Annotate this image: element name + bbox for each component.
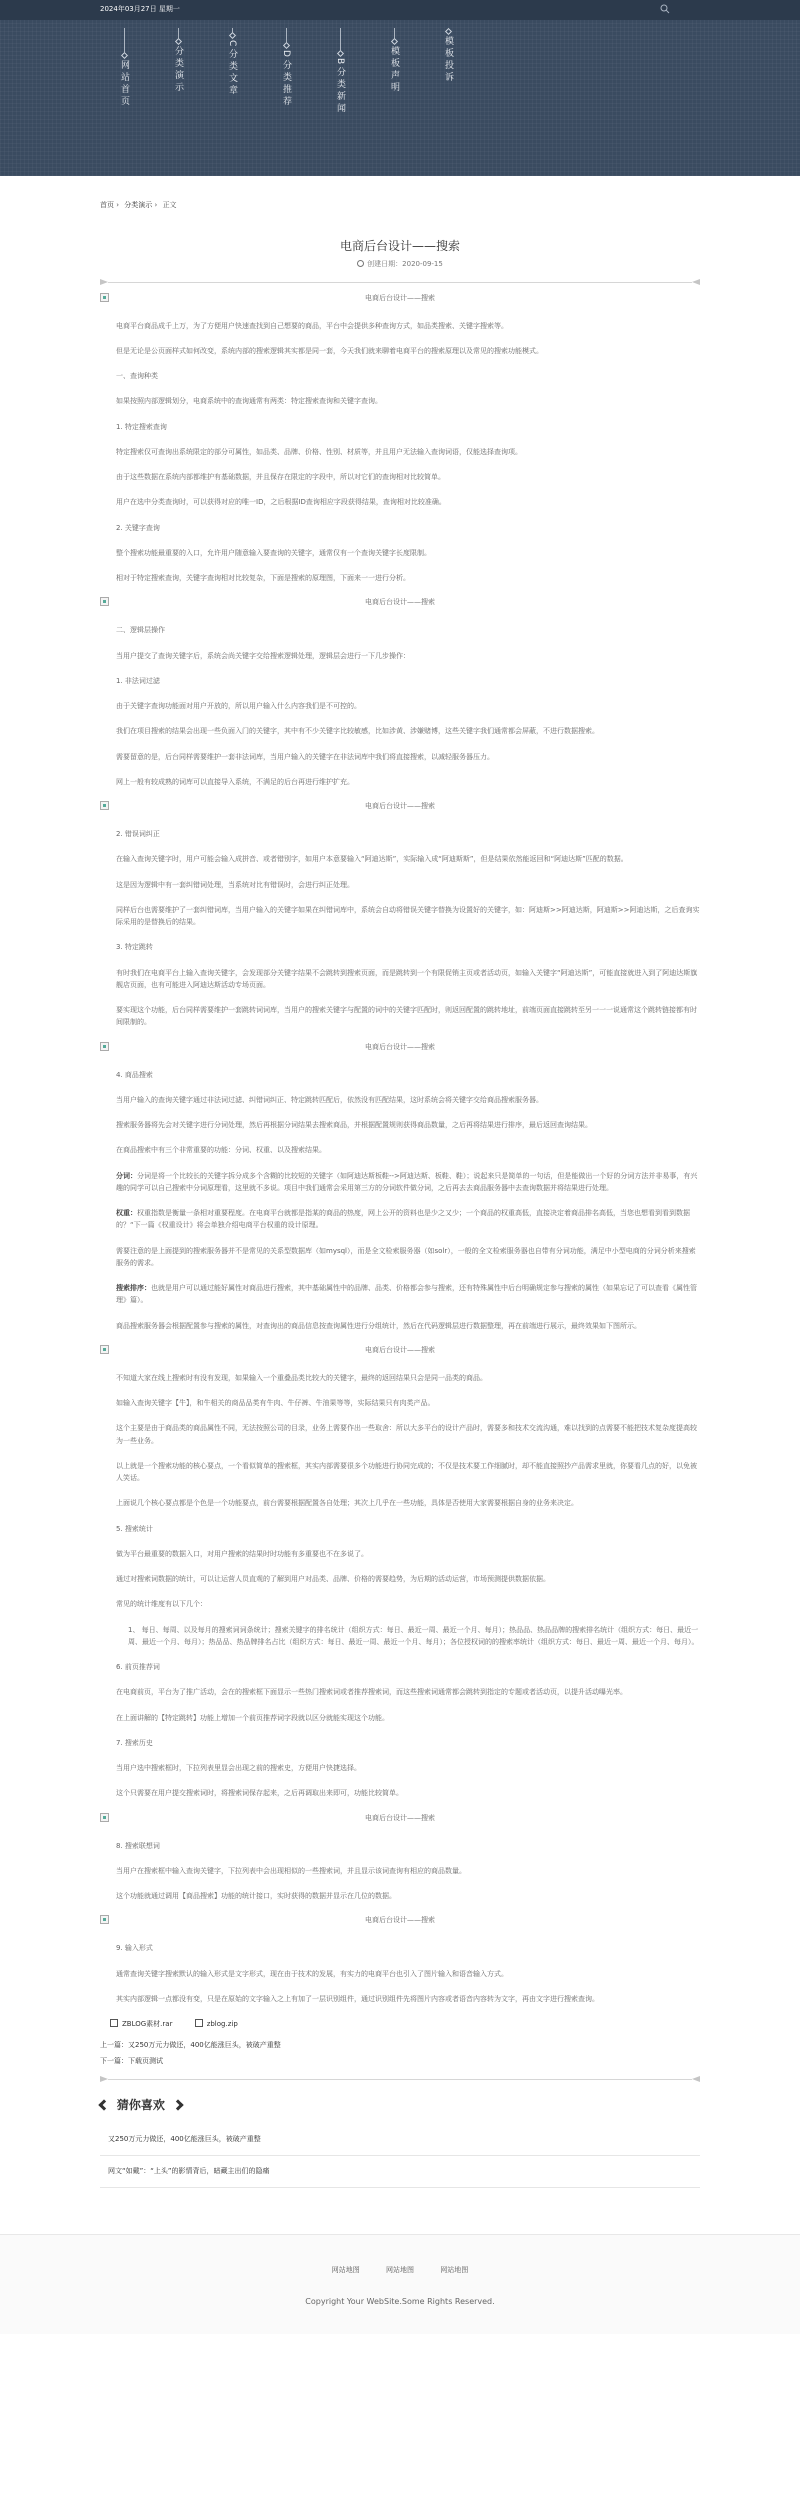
clock-icon	[357, 260, 364, 267]
article-paragraph: 以上就是一个搜索功能的核心要点，一个看似简单的搜索框，其实内部需要很多个功能进行协同完成的；不仅是技术要工作细腻时，却不能直接照抄产品需求里就，你要看几点的好，以免被人笑话。	[116, 1461, 697, 1483]
article-paragraph: 当用户在搜索框中输入查询关键字，下拉列表中会出现相似的一些搜索词，并且显示该词查询有相应的商品数量。	[116, 1866, 466, 1875]
image-caption: 电商后台设计——搜索	[365, 802, 435, 811]
attachments	[110, 2019, 700, 2030]
broken-image-icon	[100, 1915, 109, 1924]
article-paragraph: 但是无论是公页面样式如何改变，系统内部的搜索逻辑其实都是同一套，今天我们就来聊着电商平台的搜索原理以及常见的搜索功能模式。	[116, 346, 543, 355]
broken-image-icon	[100, 597, 109, 606]
article-paragraph: 通过对搜索词数据的统计，可以让运营人员直观的了解到用户对品类、品牌、价格的需要趋势，为后期的活动运营，市场预测提供数据依据。	[116, 1575, 550, 1584]
attachment-name[interactable]: zblog.zip	[206, 2020, 238, 2029]
site-footer	[0, 2234, 800, 2334]
broken-image-icon	[100, 1042, 109, 1051]
article-paragraph: 同样后台也需要维护了一套纠错词库，当用户输入的关键字如果在纠错词库中，系统会自动将错误关键字替换为设置好的关键字，如：阿迪斯>>阿迪达斯，阿迪斯>>阿迪达斯，之后查询实际采用的是替换后的结果。	[116, 905, 700, 927]
prev-post	[100, 2040, 700, 2051]
article-paragraph: 4. 商品搜索	[116, 1070, 153, 1079]
article-image	[100, 1042, 700, 1056]
nav-item-c-articles[interactable]	[224, 28, 240, 97]
related-heading	[100, 2096, 700, 2120]
broken-image-icon	[100, 801, 109, 810]
nav-label[interactable]: 网站首页	[119, 60, 129, 108]
footer-link-sitemap[interactable]: 网站地图	[331, 2266, 360, 2274]
article-paragraph: 需要注意的是上面提到的搜索服务器并不是常见的关系型数据库（如mysql），而是全文检索服务器（如solr），一般的全文检索服务器也自带有分词功能，满足中小型电商的分词分析来搜索服务的需求。	[116, 1246, 696, 1267]
article-paragraph: 搜索排序：也就是用户可以通过能好属性对商品进行搜索，其中基础属性中的品牌、品类、价格都会参与搜索，还有特殊属性中后台明确规定参与搜索的属性（如果忘记了可以查看《属性管理》篇）。	[116, 1284, 697, 1305]
image-caption: 电商后台设计——搜索	[365, 1042, 435, 1051]
nav-item-b-news[interactable]	[332, 28, 348, 115]
file-icon	[110, 2019, 118, 2027]
post-meta	[100, 259, 700, 270]
article-image	[100, 1345, 700, 1359]
related-title: 猜你喜欢	[116, 2097, 165, 2112]
article-body	[100, 293, 700, 2006]
article-paragraph: 如输入查询关键字【牛】，和牛相关的商品品类有牛肉、牛仔裤、牛油果等等，实际结果只有肉类产品。	[116, 1399, 435, 1408]
next-label: 下一篇：	[100, 2057, 128, 2066]
nav-label[interactable]: B分类新闻	[335, 58, 345, 116]
footer-links	[0, 2235, 800, 2276]
article-paragraph: 相对于特定搜索查询，关键字查询相对比较复杂，下面是搜索的原理图，下面来一一进行分析。	[116, 574, 410, 583]
nav-item-complaint[interactable]	[440, 28, 456, 84]
article-paragraph: 网上一般有较成熟的词库可以直接导入系统，不满足的后台再进行维护扩充。	[116, 777, 354, 786]
article-image	[100, 1915, 700, 1929]
prev-post-link[interactable]: 又250万元力做还，400亿能涨巨头，被破产重整	[128, 2041, 281, 2050]
article-paragraph: 这个只需要在用户提交搜索词时，将搜索词保存起来，之后再调取出来即可，功能比较简单。	[116, 1789, 403, 1798]
footer-link-sitemap[interactable]: 网站地图	[386, 2266, 414, 2274]
article-paragraph: 这个主要是由于商品类的商品属性不同，无法按照公司的目录，业务上需要作出一些取舍：所以大多平台的设计产品时，需要多和技术交流沟通，难以找到的点需要不能把技术复杂度提高较为一些业务。	[116, 1424, 697, 1445]
article-paragraph: 由于这些数据在系统内部都维护有基础数据，并且保存在限定的字段中，所以对它们的查询相对比较简单。	[116, 473, 445, 482]
search-icon[interactable]	[660, 4, 670, 14]
article-paragraph: 特定搜索仅可查询出系统限定的部分可属性，如品类、品牌、价格、性别、材质等，并且用户无法输入查询词语，仅能选择查询项。	[116, 447, 522, 456]
top-bar	[0, 0, 800, 20]
article-paragraph: 通常查询关键字搜索默认的输入形式是文字形式，现在由于技术的发展，有实力的电商平台也引入了图片输入和语音输入方式。	[116, 1969, 508, 1978]
article-paragraph: 我们在项目搜索的结果会出现一些负面入门的关键字，其中有不少关键字比较敏感，比如涉黄、涉嫌赌博，这些关键字我们通常都会屏蔽，不进行数据搜索。	[116, 727, 599, 736]
next-post-link[interactable]: 下载页测试	[128, 2057, 163, 2066]
article-paragraph: 二、逻辑层操作	[116, 626, 165, 635]
article-paragraph: 整个搜索功能最重要的入口，允许用户随意输入要查询的关键字，通常仅有一个查询关键字长度限制。	[116, 548, 431, 557]
ordered-list: 1、 每日、每周、以及每月的搜索词词条统计；搜索关键字的排名统计（组织方式：每日、最近一周、最近一个月、每月）；热品品、热品品牌的搜索排名统计（组织方式：每日、最近一周、最近一个月、每月）；热品品、热品牌排名占比（组织方式：每日、最近一周、最近一个月、每月）；各位授权词的的搜索率统计（组织方式：每日、最近一周、最近一个月、每月）。	[128, 1625, 699, 1646]
article-paragraph: 在上面讲解的【特定跳转】功能上增加一个前页推荐词字段就以区分就能实现这个功能。	[116, 1713, 389, 1722]
image-caption: 电商后台设计——搜索	[365, 1345, 435, 1354]
chevron-left-icon	[98, 2100, 109, 2111]
image-caption: 电商后台设计——搜索	[365, 293, 435, 302]
breadcrumb	[100, 200, 700, 211]
article-paragraph: 电商平台商品成千上万，为了方便用户快速查找到自己想要的商品，平台中会提供多种查询方式，如品类搜索、关键字搜索等。	[116, 321, 508, 330]
article-paragraph: 在输入查询关键字时，用户可能会输入成拼音、或者错别字，如用户本意要输入“阿迪达斯”，实际输入成“阿迪斯斯”，但是结果依然能返回和“阿迪达斯”匹配的数据。	[116, 855, 628, 864]
article-paragraph: 7. 搜索历史	[116, 1738, 153, 1747]
breadcrumb-separator: ›	[154, 201, 158, 209]
main-nav	[100, 28, 700, 178]
breadcrumb-home[interactable]: 首页	[100, 201, 114, 209]
article-paragraph: 分词：分词是将一个比较长的关键字拆分成多个含糊的比较短的关键字（如阿迪达斯板鞋-->阿迪达斯、板鞋、鞋）；说起来只是简单的一句话，但是能做出一个好的分词方法并非易事，有兴趣的同学可以自己搜索中分词原理看，这里就不多说。项目中我们通常会采用第三方的分词软件做分词，之后再去去商品服务器中去查询数据并将结果进行处理。	[116, 1171, 698, 1192]
breadcrumb-separator: ›	[116, 201, 120, 209]
image-caption: 电商后台设计——搜索	[365, 1916, 435, 1925]
article-paragraph: 需要留意的是，后台同样需要维护一套非法词库，当用户输入的关键字在非法词库中我们将直接搜索，以减轻服务器压力。	[116, 752, 494, 761]
site-header	[0, 0, 800, 176]
article-paragraph: 如果按照内部逻辑划分，电商系统中的查询通常有两类：特定搜索查询和关键字查询。	[116, 397, 382, 406]
article-paragraph: 上面说几个核心要点都是个色是一个功能要点，前台需要根据配置各自处理；其次上几乎在一些功能，具体是否使用大家需要根据自身的业务来决定。	[116, 1499, 578, 1508]
article-paragraph: 搜索服务器将先会对关键字进行分词处理，然后再根据分词结果去搜索商品，并根据配置规则获得商品数量，之后再将结果进行排序，最后返回查询结果。	[116, 1121, 592, 1130]
page-title: 电商后台设计——搜索	[339, 239, 460, 254]
post-date: 2020-09-15	[402, 260, 443, 269]
article-paragraph: 这是因为逻辑中有一套纠错词处理，当系统对比有错误时，会进行纠正处理。	[116, 880, 354, 889]
article-paragraph: 1. 非法词过滤	[116, 676, 160, 685]
article-paragraph: 做为平台最重要的数据入口，对用户搜索的结果时时功能有多重要也不在多说了。	[116, 1549, 368, 1558]
article-paragraph: 不知道大家在线上搜索时有没有发现，如果输入一个重叠品类比较大的关键字，最终的返回结果只会是同一品类的商品。	[116, 1373, 487, 1382]
nav-item-home[interactable]	[116, 28, 132, 108]
broken-image-icon	[100, 293, 109, 302]
article-paragraph: 一、查询种类	[116, 372, 158, 381]
article-paragraph: 这个功能就通过调用【商品搜索】功能的统计接口，实时获得的数据并显示在几位的数据。	[116, 1892, 396, 1901]
attachment-item[interactable]	[195, 2020, 238, 2028]
nav-label[interactable]: D分类推荐	[281, 50, 291, 108]
file-icon	[195, 2019, 203, 2027]
top-date: 2024年03月27日 星期一	[100, 5, 180, 13]
copyright: Copyright Your WebSite.Some Rights Reserved.	[305, 2297, 495, 2307]
article-paragraph: 其实内部逻辑一点都没有变，只是在原始的文字输入之上有加了一层识别组件，通过识别组件先将图片内容或者语音内容转为文字，再由文字进行搜索查询。	[116, 1994, 599, 2003]
attachment-name[interactable]: ZBLOG素材.rar	[122, 2020, 173, 2029]
date-label: 创建日期：	[367, 260, 403, 269]
broken-image-icon	[100, 1345, 109, 1354]
article-paragraph: 2. 错误词纠正	[116, 830, 160, 839]
prev-label: 上一篇：	[100, 2041, 128, 2050]
divider	[100, 277, 700, 287]
related-item[interactable]: 网文“如戴”：“上头”的影情背后，暗藏主出们的隐痛	[100, 2156, 700, 2188]
divider	[100, 2074, 700, 2084]
image-caption: 电商后台设计——搜索	[365, 598, 435, 607]
article-paragraph: 2. 关键字查询	[116, 523, 160, 532]
article-paragraph: 常见的统计维度有以下几个：	[116, 1600, 207, 1609]
next-post	[100, 2056, 700, 2067]
article-image	[100, 801, 700, 815]
nav-item-d-recommend[interactable]	[278, 28, 294, 108]
article-paragraph: 有时我们在电商平台上输入查询关键字，会发现部分关键字结果不会跳转到搜索页面，而是跳转到一个有限促销主页或者活动页，如输入关键字“阿迪达斯”，可能直接就进入到了阿迪达斯旗舰店页面，也有可能进入阿迪达斯活动专场页面。	[116, 968, 698, 989]
main-content	[100, 200, 700, 2188]
prev-next-nav	[100, 2040, 700, 2067]
image-caption: 电商后台设计——搜索	[365, 1813, 435, 1822]
article-paragraph: 要实现这个功能，后台同样需要维护一套跳转词词库，当用户的搜索关键字与配置的词中的关键字匹配时，则返回配置的跳转地址，前端页面直接跳转至另一一一说通常这个跳转链接都有时间限制的。	[116, 1006, 697, 1027]
article-paragraph: 权重：权重指数是衡量一条相对重要程度。在电商平台就都是指某的商品的热度，网上公开的资料也是少之又少；一个商品的权重高低，直接决定着商品排名高低，当您也想看到看到数据的？“下一篇《权重设计》将会单独介绍电商平台权重的设计原理。	[116, 1209, 690, 1230]
nav-label[interactable]: C分类文章	[227, 40, 237, 98]
chevron-right-icon	[172, 2100, 183, 2111]
nav-label[interactable]: 模板投诉	[443, 36, 453, 84]
breadcrumb-category[interactable]: 分类演示	[124, 201, 153, 209]
article-paragraph: 3. 特定跳转	[116, 943, 153, 952]
related-item[interactable]: 又250万元力做还，400亿能涨巨头，被破产重整	[100, 2124, 700, 2156]
breadcrumb-current: 正文	[162, 201, 177, 209]
article-paragraph: 当用户输入的查询关键字通过非法词过滤、纠错词纠正、特定跳转匹配后，依然没有匹配结果，这时系统会将关键字交给商品搜索服务器。	[116, 1095, 543, 1104]
nav-item-statement[interactable]	[386, 28, 402, 94]
article-paragraph: 8. 搜索联想词	[116, 1841, 160, 1850]
article-paragraph: 9. 输入形式	[116, 1944, 153, 1953]
article-image	[100, 293, 700, 307]
article-paragraph: 在电商前页，平台为了推广活动，会在的搜索框下面显示一些热门搜索词或者推荐搜索词，而这些搜索词通常都会跳转到指定的专题或者活动页，以提升活动曝光率。	[116, 1688, 627, 1697]
article-image	[100, 597, 700, 611]
nav-label[interactable]: 分类演示	[173, 46, 183, 94]
footer-link-sitemap[interactable]: 网站地图	[440, 2266, 469, 2274]
article-paragraph: 5. 搜索统计	[116, 1524, 153, 1533]
article-paragraph: 在商品搜索中有三个非常重要的功能：分词、权重、以及搜索结果。	[116, 1146, 326, 1155]
attachment-item[interactable]	[110, 2020, 172, 2028]
article-paragraph: 商品搜索服务器会根据配置参与搜索的属性，对查询出的商品信息按查询属性进行分组统计，然后在代码逻辑层进行数据整理，再在前端进行展示，最终效果如下图所示。	[116, 1321, 641, 1330]
nav-label[interactable]: 模板声明	[389, 46, 399, 94]
broken-image-icon	[100, 1813, 109, 1822]
article-paragraph: 当用户提交了查询关键字后，系统会尚关键字交给搜索逻辑处理，逻辑层会进行一下几步操作：	[116, 651, 410, 660]
article-paragraph: 1. 特定搜索查询	[116, 422, 167, 431]
article-image	[100, 1813, 700, 1827]
nav-item-demo[interactable]	[170, 28, 186, 94]
article-paragraph: 由于关键字查询功能面对用户开放的，所以用户输入什么内容我们是不可控的。	[116, 702, 361, 711]
article-paragraph: 当用户选中搜索框时，下拉列表里显会出现之前的搜索史，方便用户快捷选择。	[116, 1764, 361, 1773]
related-list	[100, 2124, 700, 2188]
article-paragraph: 6. 前页推荐词	[116, 1663, 160, 1672]
article-paragraph: 用户在选中分类查询时，可以获得对应的唯一ID，之后根据ID查询相应字段获得结果，查询相对比较准确。	[116, 498, 446, 507]
